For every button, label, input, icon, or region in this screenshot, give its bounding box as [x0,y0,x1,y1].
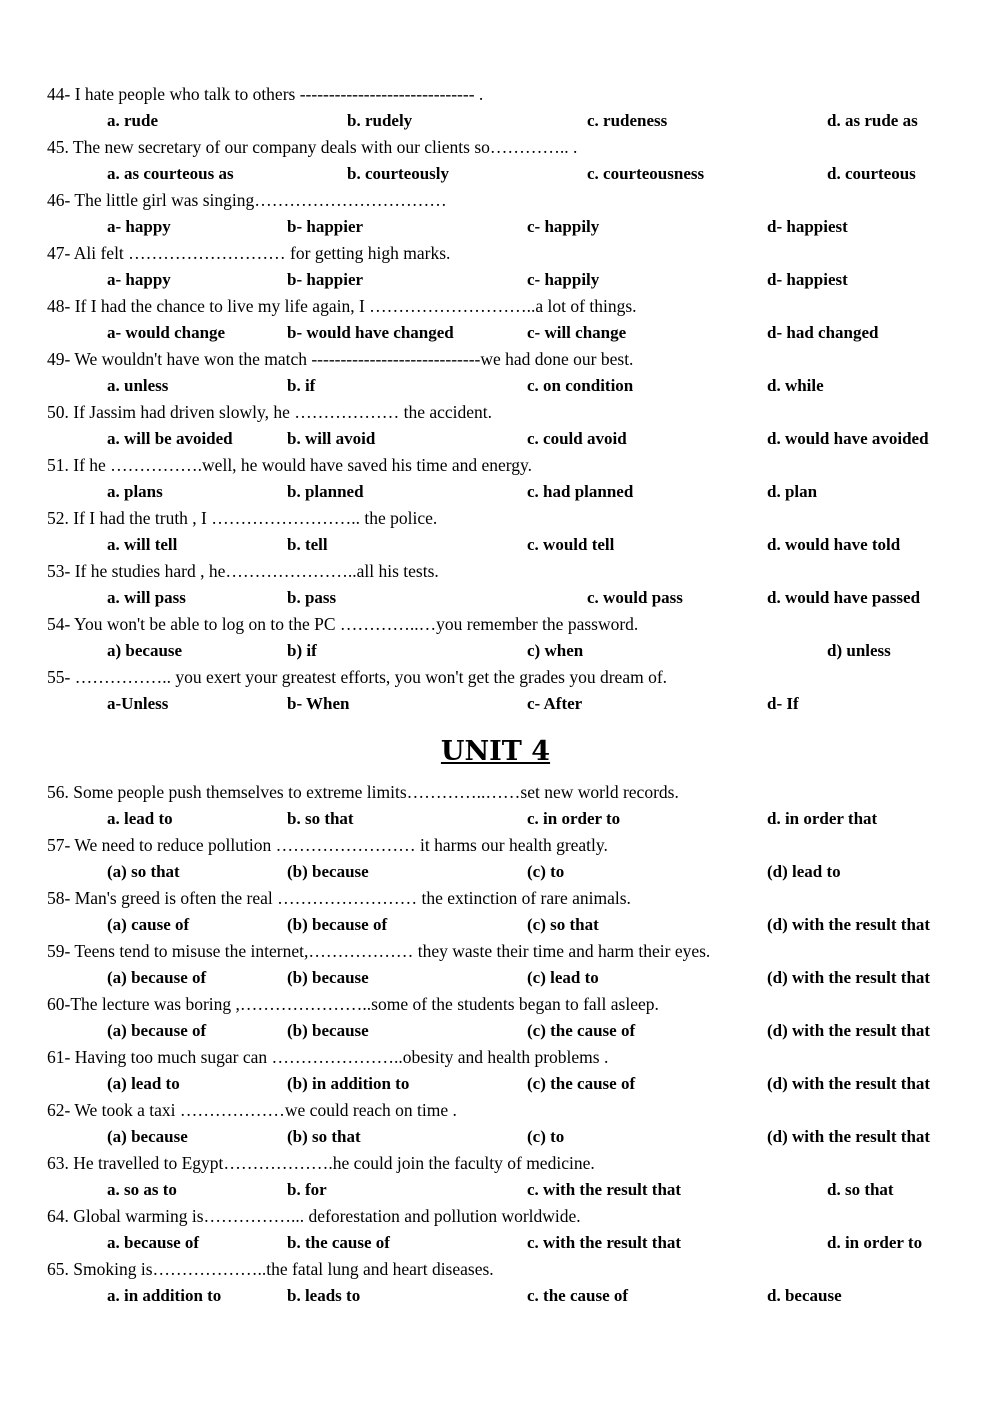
unit-title: UNIT 4 [440,736,551,767]
question-text: 64. Global warming is……………... deforestation and pollution worldwide. [47,1206,581,1226]
answer-option[interactable]: d. so that [827,1180,894,1199]
answer-option[interactable]: (c) the cause of [527,1074,636,1093]
answer-option[interactable]: d. as rude as [827,111,918,130]
answer-option[interactable]: c- will change [527,323,627,342]
answer-option[interactable]: a. plans [107,482,163,501]
question-text: 62- We took a taxi ………………we could reach on time . [47,1100,457,1120]
answer-option[interactable]: (c) to [527,1127,565,1146]
answer-option[interactable]: a- happy [107,270,171,289]
answer-option[interactable]: (b) because of [287,915,388,934]
question-text: 52. If I had the truth , I …………………….. the police. [47,508,438,528]
answer-option[interactable]: c) when [527,641,584,660]
answer-option[interactable]: d- happiest [767,217,848,236]
answer-option[interactable]: (a) cause of [107,915,190,934]
answer-options [0,376,991,396]
answer-option[interactable]: c. had planned [527,482,634,501]
answer-options [0,429,991,449]
answer-options [0,164,991,184]
answer-options [0,1074,991,1094]
answer-option[interactable]: b. tell [287,535,328,554]
answer-option[interactable]: (b) so that [287,1127,361,1146]
answer-option[interactable]: (b) because [287,862,369,881]
answer-options [0,694,991,714]
question-text: 63. He travelled to Egypt……………….he could join the faculty of medicine. [47,1153,595,1173]
answer-option[interactable]: d- had changed [767,323,879,342]
answer-option[interactable]: (b) because [287,968,369,987]
answer-option[interactable]: c. in order to [527,809,621,828]
question-text: 61- Having too much sugar can …………………..obesity and health problems . [47,1047,609,1067]
answer-options [0,1021,991,1041]
answer-option[interactable]: d. would have avoided [767,429,929,448]
answer-options [0,111,991,131]
answer-option[interactable]: a-Unless [107,694,169,713]
answer-option[interactable]: c. would pass [587,588,683,607]
answer-options [0,323,991,343]
answer-option[interactable]: d. would have told [767,535,901,554]
answer-option[interactable]: b. the cause of [287,1233,390,1252]
answer-option[interactable]: b- happier [287,217,364,236]
answer-options [0,809,991,829]
answer-option[interactable]: d. plan [767,482,818,501]
answer-option[interactable]: b. courteously [347,164,449,183]
answer-option[interactable]: c. rudeness [587,111,668,130]
answer-option[interactable]: a. because of [107,1233,200,1252]
answer-options [0,641,991,661]
answer-options [0,1127,991,1147]
answer-option[interactable]: (c) so that [527,915,599,934]
answer-option[interactable]: (b) because [287,1021,369,1040]
answer-option[interactable]: b) if [287,641,317,660]
answer-options [0,862,991,882]
answer-option[interactable]: (a) because of [107,968,207,987]
answer-option[interactable]: b. will avoid [287,429,376,448]
answer-options [0,968,991,988]
answer-option[interactable]: b. pass [287,588,337,607]
answer-option[interactable]: b- would have changed [287,323,454,342]
answer-option[interactable]: a. will pass [107,588,186,607]
answer-option[interactable]: d) unless [827,641,891,660]
answer-option[interactable]: c. with the result that [527,1233,682,1252]
answer-option[interactable]: a. rude [107,111,158,130]
question-text: 55- …………….. you exert your greatest efforts, you won't get the grades you dream of. [47,667,668,687]
answer-option[interactable]: b. rudely [347,111,413,130]
answer-option[interactable]: d. while [767,376,824,395]
answer-option[interactable]: c- happily [527,270,600,289]
answer-option[interactable]: d. in order that [767,809,878,828]
answer-option[interactable]: a. will tell [107,535,178,554]
question-text: 58- Man's greed is often the real …………………… the extinction of rare animals. [47,888,631,908]
question-text: 46- The little girl was singing…………………………… [47,190,447,210]
answer-option[interactable]: d. courteous [827,164,916,183]
answer-option[interactable]: (d) with the result that [767,1127,931,1146]
answer-option[interactable]: b. so that [287,809,354,828]
answer-option[interactable]: (a) because [107,1127,188,1146]
answer-option[interactable]: b. if [287,376,316,395]
question-text: 44- I hate people who talk to others ------------------------------ . [47,84,484,104]
answer-option[interactable]: (a) so that [107,862,180,881]
answer-option[interactable]: c. with the result that [527,1180,682,1199]
answer-options [0,915,991,935]
question-text: 50. If Jassim had driven slowly, he ……………… the accident. [47,402,493,422]
answer-option[interactable]: c. the cause of [527,1286,629,1305]
answer-option[interactable]: a. so as to [107,1180,177,1199]
answer-option[interactable]: a. lead to [107,809,173,828]
answer-option[interactable]: d. in order to [827,1233,923,1252]
answer-options [0,1233,991,1253]
answer-option[interactable]: (c) to [527,862,565,881]
answer-option[interactable]: (d) with the result that [767,1021,931,1040]
answer-option[interactable]: a. in addition to [107,1286,222,1305]
answer-option[interactable]: (c) the cause of [527,1021,636,1040]
answer-option[interactable]: c. on condition [527,376,634,395]
answer-option[interactable]: (b) in addition to [287,1074,410,1093]
answer-option[interactable]: b. planned [287,482,364,501]
answer-option[interactable]: (d) lead to [767,862,841,881]
question-text: 45. The new secretary of our company deals with our clients so………….. . [47,137,578,157]
answer-option[interactable]: a- happy [107,217,171,236]
answer-option[interactable]: d- If [767,694,799,713]
answer-option[interactable]: (d) with the result that [767,968,931,987]
answer-option[interactable]: (a) because of [107,1021,207,1040]
answer-option[interactable]: (c) lead to [527,968,599,987]
question-text: 51. If he …………….well, he would have saved his time and energy. [47,455,533,475]
answer-option[interactable]: b- When [287,694,350,713]
answer-option[interactable]: c- happily [527,217,600,236]
answer-options [0,482,991,502]
question-text: 59- Teens tend to misuse the internet,……………… they waste their time and harm their eyes. [47,941,711,961]
answer-option[interactable]: d. because [767,1286,842,1305]
answer-option[interactable]: b. for [287,1180,327,1199]
answer-options [0,217,991,237]
answer-options [0,270,991,290]
question-text: 56. Some people push themselves to extreme limits…………..……set new world records. [47,782,679,802]
question-text: 65. Smoking is………………..the fatal lung and heart diseases. [47,1259,494,1279]
question-text: 49- We wouldn't have won the match -----------------------------we had done our best. [47,349,634,369]
answer-option[interactable]: c. could avoid [527,429,627,448]
answer-option[interactable]: a. as courteous as [107,164,234,183]
answer-options [0,1180,991,1200]
answer-option[interactable]: (d) with the result that [767,915,931,934]
answer-option[interactable]: a- would change [107,323,226,342]
question-text: 48- If I had the chance to live my life again, I ………………………..a lot of things. [47,296,637,316]
answer-option[interactable]: b. leads to [287,1286,361,1305]
answer-option[interactable]: c. would tell [527,535,615,554]
answer-option[interactable]: b- happier [287,270,364,289]
answer-option[interactable]: a. unless [107,376,169,395]
answer-option[interactable]: a. will be avoided [107,429,233,448]
answer-options [0,535,991,555]
answer-option[interactable]: a) because [107,641,183,660]
answer-options [0,588,991,608]
answer-option[interactable]: c- After [527,694,583,713]
question-text: 47- Ali felt ……………………… for getting high marks. [47,243,451,263]
question-text: 60-The lecture was boring ,…………………..some of the students began to fall asleep. [47,994,659,1014]
answer-option[interactable]: c. courteousness [587,164,705,183]
answer-option[interactable]: d. would have passed [767,588,921,607]
question-text: 57- We need to reduce pollution …………………… it harms our health greatly. [47,835,608,855]
answer-option[interactable]: d- happiest [767,270,848,289]
question-text: 53- If he studies hard , he…………………..all his tests. [47,561,439,581]
answer-option[interactable]: (d) with the result that [767,1074,931,1093]
question-text: 54- You won't be able to log on to the PC …………..…you remember the password. [47,614,639,634]
answer-option[interactable]: (a) lead to [107,1074,180,1093]
answer-options [0,1286,991,1306]
